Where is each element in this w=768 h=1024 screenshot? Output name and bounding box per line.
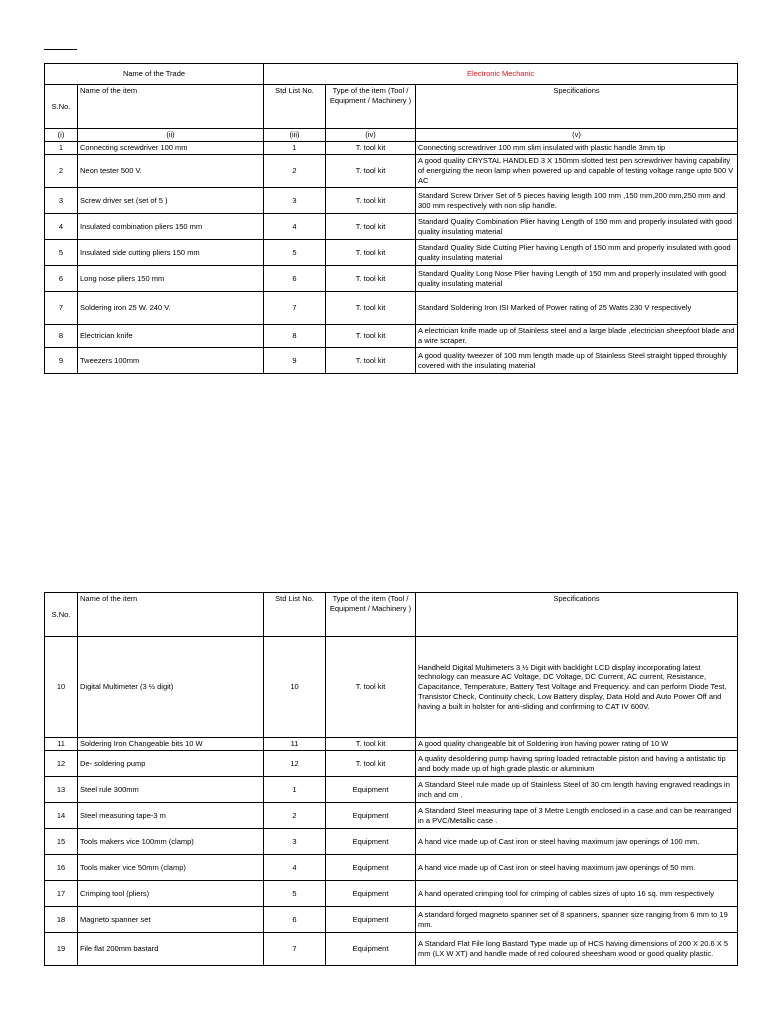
table-row (45, 325, 738, 348)
cell-std-list-no: 6 (264, 266, 326, 292)
col-sno-header: S.No. (45, 85, 78, 129)
cell-std-list-no: 11 (264, 738, 326, 751)
table-row (45, 751, 738, 777)
cell-item-name: Tools maker vice 50mm (clamp) (78, 855, 264, 881)
cell-std-list-no: 2 (264, 155, 326, 188)
table-row (45, 933, 738, 966)
cell-specification: A good quality tweezer of 100 mm length made up of Stainless Steel straight tipped throughly covered with the insulating material (416, 348, 738, 374)
cell-item-type: T. tool kit (326, 266, 416, 292)
table-row (45, 155, 738, 188)
cell-sno: 7 (45, 292, 78, 325)
cell-std-list-no: 7 (264, 933, 326, 966)
roman-label: (i) (45, 129, 78, 142)
cell-sno: 8 (45, 325, 78, 348)
cell-sno: 15 (45, 829, 78, 855)
table-row (45, 738, 738, 751)
cell-item-type: T. tool kit (326, 188, 416, 214)
cell-sno: 19 (45, 933, 78, 966)
cell-specification: Handheld Digital Multimeters 3 ½ Digit with backlight LCD display incorporating latest technology can measure AC Voltage, DC Voltage, DC Current, AC current, Resistance, Capacitance, Temperature, Battery Test Voltage and Frequency. and can perform Diode Test, Transistor Check, Continuity check, Low Battery display, Data Hold and Auto Power Off and having a built in holster for anti-sliding and confirming to CAT IV 600V. (416, 637, 738, 738)
cell-specification: Standard Quality Long Nose Plier having Length of 150 mm and properly insulated with good quality insulating material (416, 266, 738, 292)
cell-item-type: T. tool kit (326, 348, 416, 374)
cell-item-type: T. tool kit (326, 738, 416, 751)
items-table-1 (44, 63, 738, 374)
trade-label: Name of the Trade (45, 64, 264, 85)
table-row (45, 907, 738, 933)
cell-sno: 16 (45, 855, 78, 881)
cell-specification: A good quality CRYSTAL HANDLED 3 X 150mm slotted test pen screwdriver having capability of energizing the neon lamp when powered up and capable of testing voltage range upto 500 V AC (416, 155, 738, 188)
col-name-header: Name of the item (78, 85, 264, 129)
cell-item-type: T. tool kit (326, 240, 416, 266)
table-row (45, 188, 738, 214)
cell-std-list-no: 3 (264, 829, 326, 855)
cell-item-name: Crimping tool (pliers) (78, 881, 264, 907)
cell-std-list-no: 4 (264, 214, 326, 240)
cell-specification: A Standard Steel rule made up of Stainless Steel of 30 cm length having engraved readings in inch and cm . (416, 777, 738, 803)
col-sno-header: S.No. (45, 593, 78, 637)
cell-sno: 10 (45, 637, 78, 738)
cell-item-name: Soldering Iron Changeable bits 10 W (78, 738, 264, 751)
table-row (45, 142, 738, 155)
col-std-header: Std List No. (264, 85, 326, 129)
cell-item-name: Steel measuring tape-3 m (78, 803, 264, 829)
header-rule (44, 49, 77, 50)
cell-item-name: File flat 200mm bastard (78, 933, 264, 966)
cell-item-name: Long nose pliers 150 mm (78, 266, 264, 292)
table-row (45, 348, 738, 374)
table-row (45, 292, 738, 325)
cell-std-list-no: 10 (264, 637, 326, 738)
cell-sno: 2 (45, 155, 78, 188)
cell-item-name: Connecting screwdriver 100 mm (78, 142, 264, 155)
cell-item-name: Tools makers vice 100mm (clamp) (78, 829, 264, 855)
cell-item-type: Equipment (326, 777, 416, 803)
cell-sno: 6 (45, 266, 78, 292)
cell-std-list-no: 3 (264, 188, 326, 214)
col-type-header: Type of the item (Tool / Equipment / Machinery ) (326, 593, 416, 637)
cell-std-list-no: 6 (264, 907, 326, 933)
cell-specification: Connecting screwdriver 100 mm slim insulated with plastic handle 3mm tip (416, 142, 738, 155)
cell-sno: 12 (45, 751, 78, 777)
cell-item-type: Equipment (326, 855, 416, 881)
cell-item-name: De- soldering pump (78, 751, 264, 777)
cell-item-type: Equipment (326, 829, 416, 855)
col-std-header: Std List No. (264, 593, 326, 637)
cell-item-name: Insulated combination pliers 150 mm (78, 214, 264, 240)
cell-sno: 9 (45, 348, 78, 374)
cell-item-name: Soldering iron 25 W. 240 V. (78, 292, 264, 325)
cell-specification: A electrician knife made up of Stainless steel and a large blade ,electrician sheepfoot blade and a wire scraper. (416, 325, 738, 348)
cell-item-type: T. tool kit (326, 292, 416, 325)
cell-specification: A quality desoldering pump having spring loaded retractable piston and having a antistatic tip and body made up of high grade plastic or aluminium (416, 751, 738, 777)
table-row (45, 777, 738, 803)
cell-item-type: Equipment (326, 803, 416, 829)
roman-label: (v) (416, 129, 738, 142)
table-row (45, 266, 738, 292)
table-row (45, 855, 738, 881)
cell-item-type: Equipment (326, 881, 416, 907)
cell-item-type: T. tool kit (326, 155, 416, 188)
cell-sno: 4 (45, 214, 78, 240)
cell-specification: A good quality changeable bit of Soldering iron having power rating of 10 W (416, 738, 738, 751)
cell-item-type: Equipment (326, 933, 416, 966)
col-name-header: Name of the item (78, 593, 264, 637)
cell-specification: A hand vice made up of Cast iron or steel having maximum jaw openings of 100 mm. (416, 829, 738, 855)
cell-item-name: Tweezers 100mm (78, 348, 264, 374)
cell-std-list-no: 12 (264, 751, 326, 777)
cell-std-list-no: 2 (264, 803, 326, 829)
cell-item-type: T. tool kit (326, 751, 416, 777)
cell-item-name: Insulated side cutting pliers 150 mm (78, 240, 264, 266)
cell-item-type: T. tool kit (326, 325, 416, 348)
cell-specification: Standard Quality Side Cutting Plier having Length of 150 mm and properly insulated with good quality insulating material (416, 240, 738, 266)
cell-sno: 11 (45, 738, 78, 751)
cell-std-list-no: 1 (264, 777, 326, 803)
cell-std-list-no: 5 (264, 881, 326, 907)
cell-std-list-no: 9 (264, 348, 326, 374)
cell-item-type: Equipment (326, 907, 416, 933)
roman-label: (iii) (264, 129, 326, 142)
cell-specification: A hand vice made up of Cast iron or steel having maximum jaw openings of 50 mm. (416, 855, 738, 881)
table-row (45, 214, 738, 240)
cell-item-type: T. tool kit (326, 214, 416, 240)
cell-specification: A Standard Flat File long Bastard Type made up of HCS having dimensions of 200 X 20.6 X 5 mm (LX W XT) and handle made of red coloured sheesham wood or good quality plastic. (416, 933, 738, 966)
table-row (45, 829, 738, 855)
roman-label: (ii) (78, 129, 264, 142)
table-row (45, 240, 738, 266)
cell-item-type: T. tool kit (326, 637, 416, 738)
table-row (45, 637, 738, 738)
col-spec-header: Specifications (416, 85, 738, 129)
cell-item-name: Electrician knife (78, 325, 264, 348)
cell-sno: 3 (45, 188, 78, 214)
table-row (45, 803, 738, 829)
cell-std-list-no: 1 (264, 142, 326, 155)
cell-item-name: Neon tester 500 V. (78, 155, 264, 188)
cell-item-type: T. tool kit (326, 142, 416, 155)
cell-item-name: Digital Multimeter (3 ½ digit) (78, 637, 264, 738)
cell-item-name: Magneto spanner set (78, 907, 264, 933)
cell-item-name: Screw driver set (set of 5 ) (78, 188, 264, 214)
trade-name: Electronic Mechanic (264, 64, 738, 85)
cell-item-name: Steel rule 300mm (78, 777, 264, 803)
cell-sno: 13 (45, 777, 78, 803)
items-table-2 (44, 592, 738, 966)
cell-sno: 18 (45, 907, 78, 933)
cell-specification: A standard forged magneto spanner set of 8 spanners, spanner size ranging from 6 mm to 19 mm. (416, 907, 738, 933)
cell-sno: 5 (45, 240, 78, 266)
cell-sno: 17 (45, 881, 78, 907)
cell-sno: 1 (45, 142, 78, 155)
cell-specification: A hand operated crimping tool for crimping of cables sizes of upto 16 sq. mm respectively (416, 881, 738, 907)
cell-specification: A Standard Steel measuring tape of 3 Metre Length enclosed in a case and can be rearranged in a PVC/Metallic case . (416, 803, 738, 829)
table-row (45, 881, 738, 907)
cell-sno: 14 (45, 803, 78, 829)
cell-std-list-no: 7 (264, 292, 326, 325)
cell-std-list-no: 5 (264, 240, 326, 266)
cell-specification: Standard Quality Combination Plier having Length of 150 mm and properly insulated with good quality insulating material (416, 214, 738, 240)
cell-std-list-no: 8 (264, 325, 326, 348)
col-type-header: Type of the item (Tool / Equipment / Machinery ) (326, 85, 416, 129)
roman-label: (iv) (326, 129, 416, 142)
col-spec-header: Specifications (416, 593, 738, 637)
cell-std-list-no: 4 (264, 855, 326, 881)
cell-specification: Standard Screw Driver Set of 5 pieces having length 100 mm ,150 mm,200 mm,250 mm and 300 mm respectively with non slip handle. (416, 188, 738, 214)
cell-specification: Standard Soldering Iron ISI Marked of Power rating of 25 Watts 230 V respectively (416, 292, 738, 325)
